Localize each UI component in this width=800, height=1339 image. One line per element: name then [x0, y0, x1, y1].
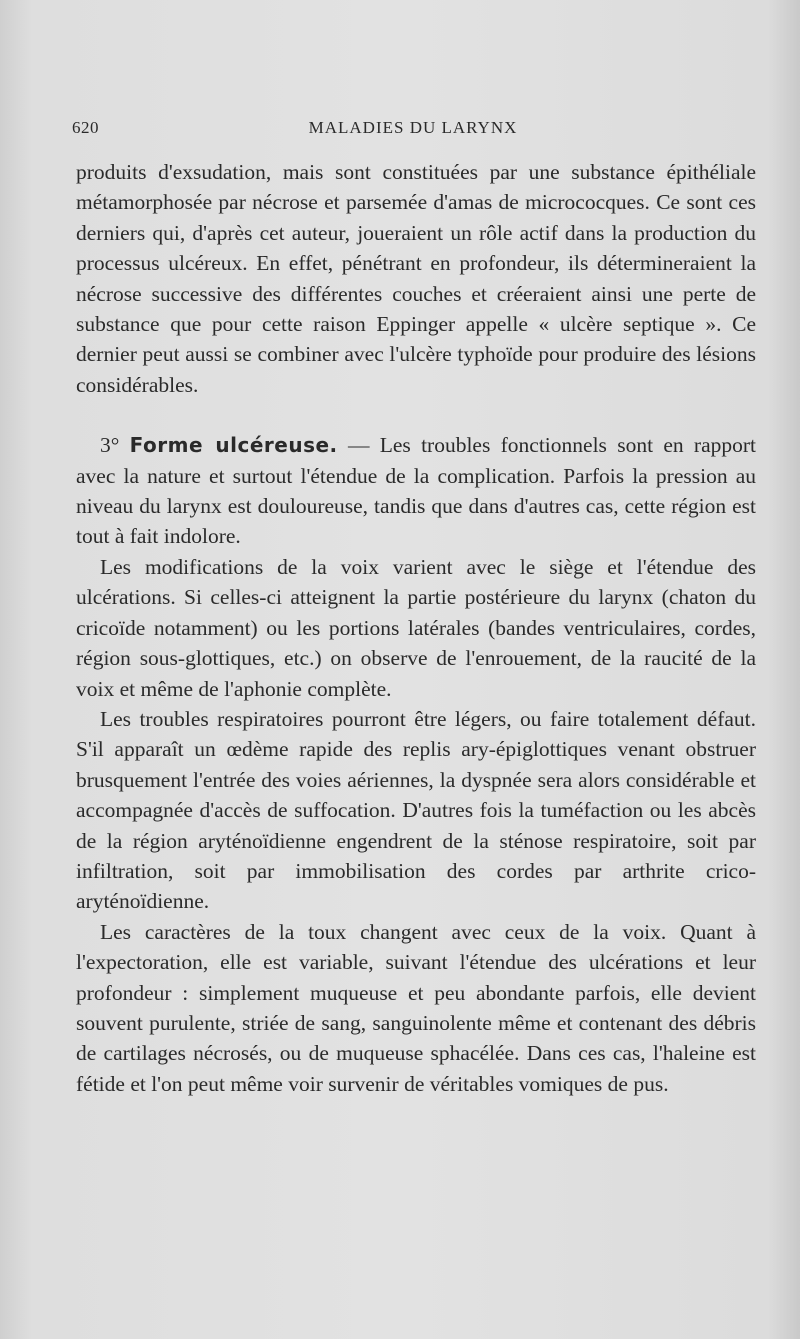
body-text	[76, 157, 756, 1099]
section-gap	[76, 400, 756, 430]
running-title: MALADIES DU LARYNX	[308, 118, 518, 137]
paragraph-section-3	[76, 430, 756, 552]
section-number: 3°	[100, 433, 120, 458]
section-heading: Forme ulcéreuse.	[129, 433, 338, 458]
section-text: — Les troubles fonctionnels sont en rapport avec la nature et surtout l'étendue de la complication. Parfois la pression au niveau du larynx est douloureuse, tandis que dans d'autres cas, cette région est tout à fait indolore.	[76, 433, 757, 549]
paragraph-voice: Les modifications de la voix varient avec le siège et l'étendue des ulcérations. Si celles-ci atteignent la partie postérieure du larynx (chaton du cricoïde notamment) ou les portions latérales (bandes ventriculaires, cordes, région sous-glottiques, etc.) on observe de l'enrouement, de la raucité de la voix et même de l'aphonie complète.	[76, 554, 756, 701]
running-head	[72, 118, 754, 142]
paragraph-respiration: Les troubles respiratoires pourront être légers, ou faire totalement défaut. S'il apparaît un œdème rapide des replis ary-épiglottiques venant obstruer brusquement l'entrée des voies aériennes, la dyspnée sera alors considérable et accompagnée d'accès de suffocation. D'autres fois la tuméfaction ou les abcès de la région aryténoïdienne engendrent de la sténose respiratoire, soit par infiltration, soit par immobilisation des cordes par arthrite crico-aryténoïdienne.	[76, 706, 756, 914]
paragraph-cough: Les caractères de la toux changent avec ceux de la voix. Quant à l'expectoration, elle est variable, suivant l'étendue des ulcérations et leur profondeur : simplement muqueuse et peu abondante parfois, elle devient souvent purulente, striée de sang, sanguinolente même et contenant des débris de cartilages nécrosés, ou de muqueuse sphacélée. Dans ces cas, l'haleine est fétide et l'on peut même voir survenir de véritables vomiques de pus.	[76, 919, 756, 1096]
page-number: 620	[72, 118, 99, 137]
paragraph-continuation: produits d'exsudation, mais sont constituées par une substance épithéliale métamorphosée par nécrose et parsemée d'amas de micrococques. Ce sont ces derniers qui, d'après cet auteur, joueraient un rôle actif dans la production du processus ulcéreux. En effet, pénétrant en profondeur, ils détermineraient la nécrose successive des différentes couches et créeraient ainsi une perte de substance que pour cette raison Eppinger appelle « ulcère septique ». Ce dernier peut aussi se combiner avec l'ulcère typhoïde pour produire des lésions considérables.	[76, 160, 756, 397]
